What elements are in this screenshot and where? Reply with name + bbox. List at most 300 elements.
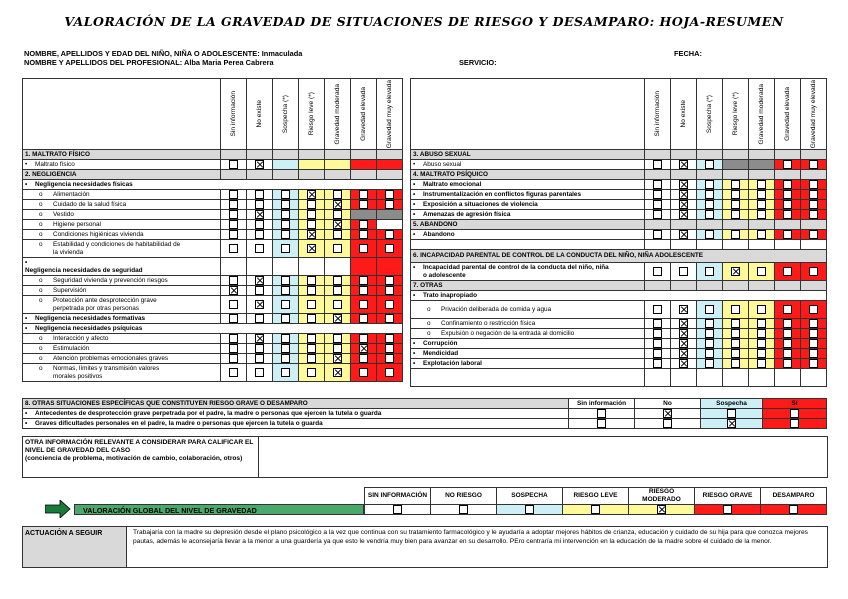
checkbox[interactable]	[393, 505, 402, 514]
rating-cell[interactable]	[723, 359, 749, 369]
rating-cell[interactable]	[671, 210, 697, 220]
rating-cell[interactable]	[377, 200, 403, 210]
rating-cell[interactable]	[671, 329, 697, 339]
checkbox[interactable]	[359, 354, 368, 363]
checkbox[interactable]	[705, 230, 714, 239]
rating-cell[interactable]	[221, 210, 247, 220]
rating-cell[interactable]	[221, 230, 247, 240]
rating-cell[interactable]	[377, 276, 403, 286]
checkbox[interactable]	[385, 200, 394, 209]
rating-cell[interactable]	[247, 286, 273, 296]
checkbox[interactable]	[783, 305, 792, 314]
checkbox-checked[interactable]	[657, 505, 666, 514]
rating-cell[interactable]	[697, 230, 723, 240]
checkbox[interactable]	[783, 339, 792, 348]
checkbox[interactable]	[809, 329, 818, 338]
rating-cell[interactable]	[325, 344, 351, 354]
checkbox[interactable]	[255, 354, 264, 363]
rating-cell[interactable]	[645, 200, 671, 210]
rating-cell[interactable]	[723, 301, 749, 319]
rating-cell[interactable]	[221, 220, 247, 230]
checkbox[interactable]	[783, 160, 792, 169]
checkbox[interactable]	[385, 276, 394, 285]
rating-cell[interactable]	[377, 334, 403, 344]
rating-cell[interactable]	[697, 160, 723, 170]
checkbox[interactable]	[809, 190, 818, 199]
checkbox[interactable]	[653, 267, 662, 276]
rating-cell[interactable]	[247, 334, 273, 344]
rating-cell[interactable]	[221, 314, 247, 324]
rating-cell[interactable]	[221, 354, 247, 364]
rating-cell[interactable]	[377, 230, 403, 240]
checkbox[interactable]	[783, 359, 792, 368]
checkbox[interactable]	[385, 314, 394, 323]
rating-cell[interactable]	[247, 210, 273, 220]
checkbox[interactable]	[307, 276, 316, 285]
checkbox[interactable]	[653, 230, 662, 239]
checkbox[interactable]	[705, 267, 714, 276]
checkbox[interactable]	[757, 319, 766, 328]
checkbox[interactable]	[663, 419, 672, 428]
s8-cell[interactable]	[763, 419, 827, 429]
checkbox[interactable]	[281, 314, 290, 323]
checkbox[interactable]	[705, 339, 714, 348]
checkbox-checked[interactable]	[679, 339, 688, 348]
rating-cell[interactable]	[749, 210, 775, 220]
checkbox-checked[interactable]	[307, 230, 316, 239]
rating-cell[interactable]	[351, 240, 377, 258]
checkbox[interactable]	[281, 286, 290, 295]
checkbox[interactable]	[757, 349, 766, 358]
rating-cell[interactable]	[273, 220, 299, 230]
rating-cell[interactable]	[723, 180, 749, 190]
rating-cell[interactable]	[325, 314, 351, 324]
rating-cell[interactable]	[775, 230, 801, 240]
checkbox[interactable]	[385, 286, 394, 295]
rating-cell[interactable]	[325, 210, 351, 220]
global-rating-cell[interactable]	[761, 505, 827, 515]
checkbox[interactable]	[385, 190, 394, 199]
checkbox[interactable]	[307, 334, 316, 343]
checkbox[interactable]	[731, 210, 740, 219]
checkbox[interactable]	[731, 180, 740, 189]
rating-cell[interactable]	[299, 276, 325, 286]
checkbox[interactable]	[359, 230, 368, 239]
checkbox-checked[interactable]	[679, 329, 688, 338]
rating-cell[interactable]	[377, 190, 403, 200]
rating-cell[interactable]	[325, 296, 351, 314]
checkbox[interactable]	[757, 230, 766, 239]
checkbox[interactable]	[281, 230, 290, 239]
checkbox[interactable]	[757, 190, 766, 199]
checkbox[interactable]	[281, 244, 290, 253]
other-info-box[interactable]	[22, 436, 828, 478]
checkbox[interactable]	[333, 276, 342, 285]
checkbox[interactable]	[757, 359, 766, 368]
rating-cell[interactable]	[671, 319, 697, 329]
checkbox-checked[interactable]	[679, 180, 688, 189]
rating-cell[interactable]	[325, 334, 351, 344]
checkbox[interactable]	[757, 180, 766, 189]
rating-cell[interactable]	[801, 329, 827, 339]
rating-cell[interactable]	[775, 160, 801, 170]
checkbox-checked[interactable]	[679, 230, 688, 239]
checkbox[interactable]	[809, 267, 818, 276]
checkbox-checked[interactable]	[333, 368, 342, 377]
checkbox[interactable]	[727, 409, 736, 418]
rating-cell[interactable]	[377, 314, 403, 324]
checkbox[interactable]	[281, 200, 290, 209]
checkbox[interactable]	[255, 190, 264, 199]
rating-cell[interactable]	[749, 190, 775, 200]
checkbox[interactable]	[790, 419, 799, 428]
rating-cell[interactable]	[273, 240, 299, 258]
rating-cell[interactable]	[273, 364, 299, 382]
rating-cell[interactable]	[273, 276, 299, 286]
rating-cell[interactable]	[221, 190, 247, 200]
checkbox[interactable]	[229, 354, 238, 363]
checkbox[interactable]	[307, 300, 316, 309]
checkbox[interactable]	[809, 160, 818, 169]
rating-cell[interactable]	[351, 220, 377, 230]
checkbox[interactable]	[705, 180, 714, 189]
checkbox-checked[interactable]	[255, 160, 264, 169]
rating-cell[interactable]	[299, 200, 325, 210]
rating-cell[interactable]	[299, 190, 325, 200]
checkbox[interactable]	[809, 200, 818, 209]
rating-cell[interactable]	[775, 349, 801, 359]
rating-cell[interactable]	[645, 230, 671, 240]
rating-cell[interactable]	[273, 230, 299, 240]
checkbox[interactable]	[229, 368, 238, 377]
checkbox[interactable]	[757, 210, 766, 219]
rating-cell[interactable]	[671, 263, 697, 281]
s8-cell[interactable]	[701, 419, 763, 429]
checkbox[interactable]	[307, 220, 316, 229]
checkbox[interactable]	[731, 339, 740, 348]
checkbox-checked[interactable]	[307, 190, 316, 199]
checkbox[interactable]	[229, 190, 238, 199]
checkbox[interactable]	[359, 190, 368, 199]
checkbox[interactable]	[653, 210, 662, 219]
rating-cell[interactable]	[351, 190, 377, 200]
checkbox[interactable]	[783, 190, 792, 199]
rating-cell[interactable]	[221, 296, 247, 314]
checkbox[interactable]	[385, 300, 394, 309]
checkbox[interactable]	[229, 300, 238, 309]
checkbox[interactable]	[653, 319, 662, 328]
rating-cell[interactable]	[801, 349, 827, 359]
rating-cell[interactable]	[377, 364, 403, 382]
rating-cell[interactable]	[273, 210, 299, 220]
checkbox[interactable]	[307, 354, 316, 363]
checkbox-checked[interactable]	[307, 244, 316, 253]
checkbox[interactable]	[385, 244, 394, 253]
checkbox[interactable]	[809, 180, 818, 189]
rating-cell[interactable]	[671, 230, 697, 240]
rating-cell[interactable]	[801, 210, 827, 220]
s8-cell[interactable]	[569, 409, 635, 419]
checkbox[interactable]	[790, 409, 799, 418]
checkbox[interactable]	[359, 334, 368, 343]
checkbox[interactable]	[591, 505, 600, 514]
rating-cell[interactable]	[325, 190, 351, 200]
checkbox[interactable]	[723, 505, 732, 514]
rating-cell[interactable]	[801, 339, 827, 349]
checkbox[interactable]	[653, 190, 662, 199]
checkbox[interactable]	[255, 244, 264, 253]
rating-cell[interactable]	[671, 349, 697, 359]
rating-cell[interactable]	[299, 296, 325, 314]
checkbox[interactable]	[731, 230, 740, 239]
checkbox[interactable]	[653, 329, 662, 338]
checkbox[interactable]	[229, 244, 238, 253]
rating-cell[interactable]	[645, 329, 671, 339]
rating-cell[interactable]	[299, 220, 325, 230]
checkbox[interactable]	[757, 200, 766, 209]
checkbox[interactable]	[359, 276, 368, 285]
action-text[interactable]: Trabajaría con la madre su depresión desde el plano psicológico a la vez que continua con su tratamiento farmacológico y le ayudaría a adoptar mejores hábitos de crianza, educación y cuidado de su hija para que conozca mejores pautas, además le aconsejaría llevar a la menor a una guardería ya que esto le vendría muy bien para avanzar en su desarrollo. PEro centraría mi intervención en la educación de la madre sobre el cuidado de la menor.	[133, 529, 808, 545]
rating-cell[interactable]	[801, 319, 827, 329]
rating-cell[interactable]	[351, 230, 377, 240]
rating-cell[interactable]	[671, 190, 697, 200]
rating-cell[interactable]	[775, 190, 801, 200]
checkbox[interactable]	[705, 160, 714, 169]
rating-cell[interactable]	[299, 334, 325, 344]
checkbox[interactable]	[333, 210, 342, 219]
checkbox[interactable]	[255, 368, 264, 377]
checkbox[interactable]	[307, 210, 316, 219]
rating-cell[interactable]	[775, 329, 801, 339]
rating-cell[interactable]	[351, 314, 377, 324]
rating-cell[interactable]	[325, 200, 351, 210]
rating-cell[interactable]	[299, 286, 325, 296]
checkbox[interactable]	[653, 349, 662, 358]
rating-cell[interactable]	[749, 180, 775, 190]
s8-cell[interactable]	[763, 409, 827, 419]
rating-cell[interactable]	[377, 296, 403, 314]
rating-cell[interactable]	[697, 200, 723, 210]
rating-cell[interactable]	[723, 230, 749, 240]
rating-cell[interactable]	[775, 263, 801, 281]
checkbox[interactable]	[459, 505, 468, 514]
checkbox[interactable]	[333, 286, 342, 295]
checkbox[interactable]	[809, 305, 818, 314]
checkbox-checked[interactable]	[731, 267, 740, 276]
checkbox[interactable]	[307, 314, 316, 323]
rating-cell[interactable]	[697, 210, 723, 220]
checkbox[interactable]	[705, 349, 714, 358]
checkbox[interactable]	[653, 180, 662, 189]
rating-cell[interactable]	[247, 200, 273, 210]
rating-cell[interactable]	[775, 359, 801, 369]
rating-cell[interactable]	[749, 301, 775, 319]
checkbox-checked[interactable]	[679, 160, 688, 169]
checkbox[interactable]	[757, 329, 766, 338]
checkbox[interactable]	[783, 267, 792, 276]
checkbox[interactable]	[281, 344, 290, 353]
rating-cell[interactable]	[697, 319, 723, 329]
checkbox[interactable]	[359, 286, 368, 295]
rating-cell[interactable]	[299, 344, 325, 354]
checkbox-checked[interactable]	[679, 200, 688, 209]
checkbox-checked[interactable]	[333, 314, 342, 323]
rating-cell[interactable]	[299, 354, 325, 364]
rating-cell[interactable]	[351, 296, 377, 314]
rating-cell[interactable]	[221, 344, 247, 354]
rating-cell[interactable]	[299, 240, 325, 258]
checkbox-checked[interactable]	[333, 220, 342, 229]
checkbox[interactable]	[731, 305, 740, 314]
rating-cell[interactable]	[671, 301, 697, 319]
checkbox-checked[interactable]	[255, 334, 264, 343]
checkbox-checked[interactable]	[679, 349, 688, 358]
rating-cell[interactable]	[749, 329, 775, 339]
rating-cell[interactable]	[645, 180, 671, 190]
rating-cell[interactable]	[247, 230, 273, 240]
rating-cell[interactable]	[697, 190, 723, 200]
checkbox[interactable]	[385, 344, 394, 353]
checkbox[interactable]	[333, 230, 342, 239]
checkbox-checked[interactable]	[679, 305, 688, 314]
checkbox[interactable]	[255, 314, 264, 323]
global-rating-cell[interactable]	[365, 505, 431, 515]
checkbox[interactable]	[653, 339, 662, 348]
checkbox-checked[interactable]	[255, 276, 264, 285]
rating-cell[interactable]	[247, 364, 273, 382]
checkbox[interactable]	[757, 305, 766, 314]
rating-cell[interactable]	[645, 210, 671, 220]
checkbox-checked[interactable]	[229, 286, 238, 295]
rating-cell[interactable]	[645, 263, 671, 281]
rating-cell[interactable]	[299, 230, 325, 240]
s8-cell[interactable]	[635, 419, 701, 429]
checkbox-checked[interactable]	[679, 210, 688, 219]
rating-cell[interactable]	[801, 263, 827, 281]
rating-cell[interactable]	[801, 359, 827, 369]
rating-cell[interactable]	[377, 240, 403, 258]
checkbox[interactable]	[229, 314, 238, 323]
rating-cell[interactable]	[775, 210, 801, 220]
rating-cell[interactable]	[775, 200, 801, 210]
checkbox[interactable]	[809, 349, 818, 358]
checkbox[interactable]	[705, 329, 714, 338]
rating-cell[interactable]	[325, 354, 351, 364]
s8-cell[interactable]	[635, 409, 701, 419]
checkbox-checked[interactable]	[333, 200, 342, 209]
rating-cell[interactable]	[221, 276, 247, 286]
rating-cell[interactable]	[697, 180, 723, 190]
checkbox[interactable]	[229, 210, 238, 219]
rating-cell[interactable]	[273, 314, 299, 324]
checkbox[interactable]	[307, 286, 316, 295]
rating-cell[interactable]	[749, 359, 775, 369]
checkbox[interactable]	[705, 210, 714, 219]
checkbox[interactable]	[809, 359, 818, 368]
rating-cell[interactable]	[273, 354, 299, 364]
rating-cell[interactable]	[273, 286, 299, 296]
checkbox[interactable]	[783, 329, 792, 338]
rating-cell[interactable]	[377, 344, 403, 354]
rating-cell[interactable]	[351, 344, 377, 354]
rating-cell[interactable]	[697, 329, 723, 339]
rating-cell[interactable]	[645, 301, 671, 319]
checkbox[interactable]	[705, 190, 714, 199]
checkbox[interactable]	[255, 230, 264, 239]
checkbox[interactable]	[731, 359, 740, 368]
rating-cell[interactable]	[723, 210, 749, 220]
checkbox[interactable]	[333, 334, 342, 343]
rating-cell[interactable]	[377, 286, 403, 296]
global-rating-cell[interactable]	[431, 505, 497, 515]
rating-cell[interactable]	[325, 230, 351, 240]
checkbox[interactable]	[255, 200, 264, 209]
s8-cell[interactable]	[701, 409, 763, 419]
rating-cell[interactable]	[671, 180, 697, 190]
checkbox[interactable]	[385, 368, 394, 377]
rating-cell[interactable]	[377, 354, 403, 364]
rating-cell[interactable]	[749, 319, 775, 329]
rating-cell[interactable]	[221, 286, 247, 296]
checkbox[interactable]	[385, 230, 394, 239]
checkbox[interactable]	[229, 344, 238, 353]
checkbox[interactable]	[525, 505, 534, 514]
rating-cell[interactable]	[671, 359, 697, 369]
checkbox-checked[interactable]	[663, 409, 672, 418]
rating-cell[interactable]	[801, 230, 827, 240]
rating-cell[interactable]	[247, 296, 273, 314]
rating-cell[interactable]	[247, 160, 273, 170]
rating-cell[interactable]	[351, 354, 377, 364]
checkbox[interactable]	[731, 319, 740, 328]
rating-cell[interactable]	[801, 190, 827, 200]
checkbox[interactable]	[333, 244, 342, 253]
rating-cell[interactable]	[221, 160, 247, 170]
checkbox[interactable]	[597, 419, 606, 428]
checkbox-checked[interactable]	[679, 359, 688, 368]
checkbox[interactable]	[731, 200, 740, 209]
checkbox[interactable]	[809, 230, 818, 239]
rating-cell[interactable]	[645, 160, 671, 170]
checkbox-checked[interactable]	[255, 210, 264, 219]
checkbox[interactable]	[255, 286, 264, 295]
rating-cell[interactable]	[723, 349, 749, 359]
checkbox-checked[interactable]	[727, 419, 736, 428]
checkbox[interactable]	[705, 200, 714, 209]
checkbox[interactable]	[359, 200, 368, 209]
checkbox[interactable]	[229, 220, 238, 229]
checkbox[interactable]	[809, 210, 818, 219]
checkbox[interactable]	[757, 267, 766, 276]
rating-cell[interactable]	[645, 319, 671, 329]
checkbox[interactable]	[783, 230, 792, 239]
rating-cell[interactable]	[697, 359, 723, 369]
rating-cell[interactable]	[801, 301, 827, 319]
checkbox[interactable]	[385, 354, 394, 363]
checkbox-checked[interactable]	[679, 190, 688, 199]
rating-cell[interactable]	[775, 319, 801, 329]
checkbox[interactable]	[333, 344, 342, 353]
rating-cell[interactable]	[299, 364, 325, 382]
checkbox[interactable]	[359, 314, 368, 323]
rating-cell[interactable]	[749, 349, 775, 359]
rating-cell[interactable]	[325, 364, 351, 382]
rating-cell[interactable]	[221, 334, 247, 344]
rating-cell[interactable]	[723, 190, 749, 200]
checkbox[interactable]	[359, 368, 368, 377]
rating-cell[interactable]	[299, 210, 325, 220]
rating-cell[interactable]	[273, 190, 299, 200]
